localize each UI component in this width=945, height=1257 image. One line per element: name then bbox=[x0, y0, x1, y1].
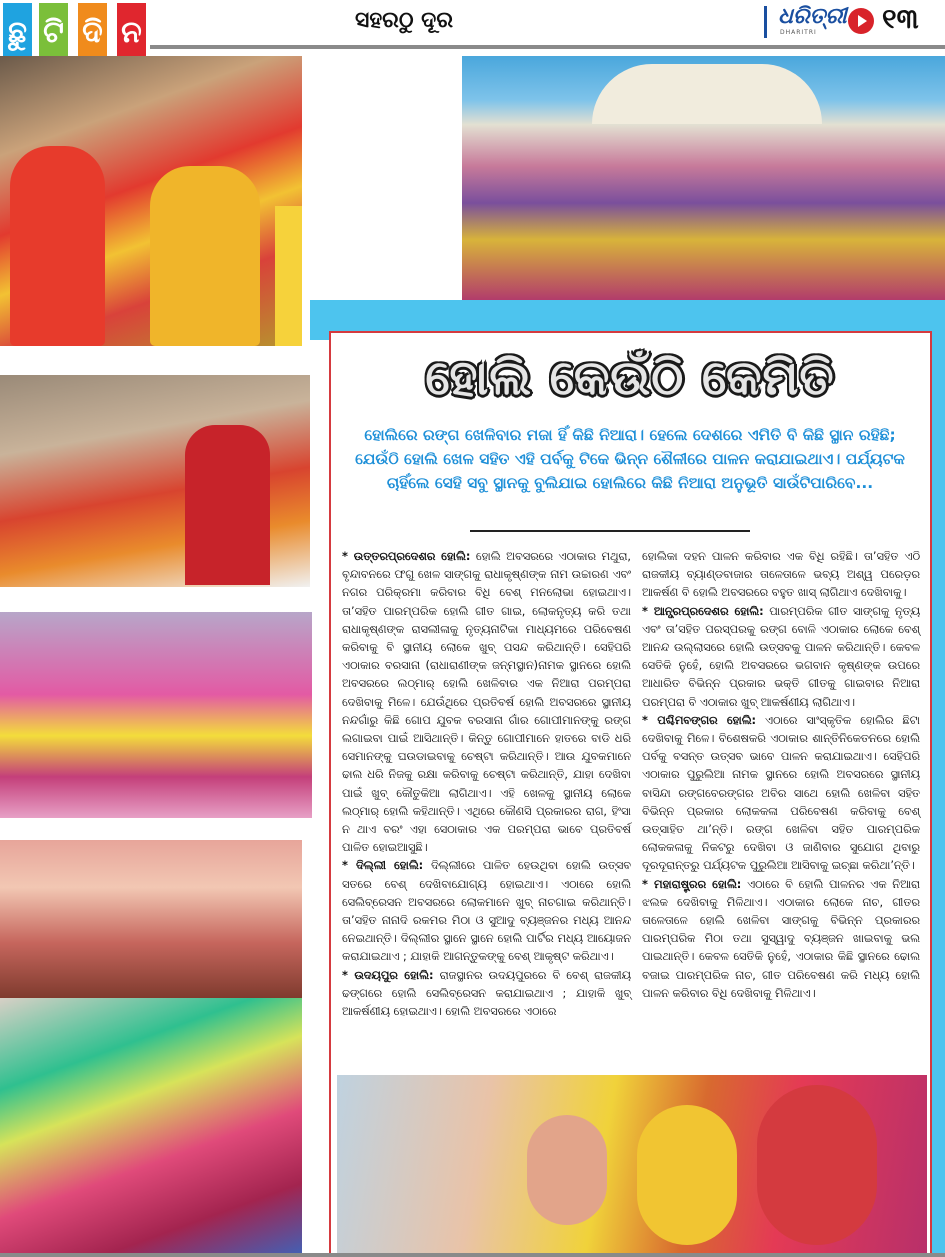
paragraph-text: ହୋଲିକା ଦହନ ପାଳନ କରିବାର ଏକ ବିଧି ରହିଛି। ତା’ସହିତ ଏଠି ରାଜକୀୟ ବ୍ୟାଣ୍ଡବାଜାର ତାଳେତାଳେ ଭବ୍ୟ ଅଶ୍ୱ ପରେଡ଼ର ଆକର୍ଷଣ ବି ହୋଲି ଅବସରରେ ବହୁତ ଖାସ୍ ଲାଗିଥାଏ ଦେଖିବାକୁ। bbox=[642, 550, 920, 600]
header-rule bbox=[150, 45, 945, 49]
photo-color-throw bbox=[0, 612, 312, 818]
paragraph bbox=[642, 603, 920, 712]
paragraph-text: ପାରମ୍ପରିକ ଗୀତ ସାଙ୍ଗକୁ ନୃତ୍ୟ ଏବଂ ତା’ସହିତ ପରସ୍ପରକୁ ରଙ୍ଗ ବୋଳି ଏଠାକାର ଲୋକେ ବେଶ୍ ଆନନ୍ଦ ଉଲ୍ଲାସରେ ହୋଲି ଉତ୍ସବକୁ ପାଳନ କରିଥାନ୍ତି। କେବଳ ସେତିକି ନୁହେଁ, ହୋଲି ଅବସରରେ ଭଗବାନ କୃଷ୍ଣଙ୍କ ଉପରେ ଆଧାରିତ ବିଭିନ୍ନ ପ୍ରକାର ଭକ୍ତି ଗୀତକୁ ଗାଇବାର ନିଆରା ପରମ୍ପରା ବି ଏଠାକାର ଖୁବ୍ ଆକର୍ଷଣୀୟ ଲାଗିଥାଏ। bbox=[642, 604, 921, 709]
masthead-tile-3: ଦି bbox=[78, 3, 107, 63]
brand-logo: ଧରିତ୍ରୀ bbox=[778, 4, 847, 29]
masthead-tile-1: ଛୁ bbox=[3, 3, 32, 63]
brand-divider bbox=[764, 6, 767, 38]
paragraph-heading: * ମହାରାଷ୍ଟ୍ରର ହୋଲି: bbox=[642, 877, 742, 891]
paragraph-heading: * ପଶ୍ଚିମବଙ୍ଗର ହୋଲି: bbox=[642, 713, 757, 727]
masthead-tile-4: ନ bbox=[117, 3, 146, 63]
paragraph-heading: * ଉତ୍ତରପ୍ରଦେଶର ହୋଲି: bbox=[342, 550, 471, 563]
page-number: ୧୩ bbox=[882, 2, 919, 35]
photo-figure bbox=[150, 166, 260, 346]
paragraph-text: ଏଠାରେ ସାଂସ୍କୃତିକ ହୋଲିର ଛିଟା ଦେଖିବାକୁ ମିଳେ। ବିଶେଷକରି ଏଠାକାର ଶାନ୍ତିନିକେତନରେ ହୋଲି ପର୍ବକୁ ବସନ୍ତ ଉତ୍ସବ ଭାବେ ପାଳନ କରାଯାଇଥାଏ। ସେହିପରି ଏଠାକାର ପୁରୁଲିଆ ନାମକ ସ୍ଥାନରେ ହୋଲି ଅବସରରେ ସ୍ଥାନୀୟ ବାସିନ୍ଦା ରଙ୍ଗବେରଙ୍ଗର ଅବିର ସାଥେ ହୋଲି ଖେଳିବା ସହିତ ବିଭିନ୍ନ ପ୍ରକାର ଲୋକକଳା ପରିବେଷଣ କରିବାକୁ ବେଶ୍ ଉତ୍ସାହିତ ଥା’ନ୍ତି। ରଙ୍ଗ ଖେଳିବା ସହିତ ପାରମ୍ପରିକ ଲୋକକଳାକୁ ନିକଟରୁ ଦେଖିବା ଓ ଜାଣିବାର ସୁଯୋଗ ଥିବାରୁ ଦୂରଦୂରାନ୍ତରୁ ପର୍ଯ୍ୟଟକ ପୁରୁଲିଆ ଆସିବାକୁ ଇଚ୍ଛା କରିଥା’ନ୍ତି। bbox=[642, 713, 920, 873]
footer-rule bbox=[0, 1253, 945, 1257]
photo-face bbox=[757, 1085, 877, 1245]
photo-face bbox=[637, 1105, 737, 1245]
photo-lathmar bbox=[0, 375, 310, 587]
brand-box bbox=[760, 2, 945, 44]
photo-crowd-surf bbox=[0, 840, 302, 998]
section-label: ସହରଠୁ ଦୂର bbox=[355, 8, 453, 33]
paragraph bbox=[342, 548, 631, 857]
paragraph-heading: * ଆନ୍ଧ୍ରପ୍ରଦେଶର ହୋଲି: bbox=[642, 604, 764, 618]
play-icon bbox=[848, 8, 874, 34]
photo-figure bbox=[185, 425, 270, 585]
accent-band-right bbox=[930, 300, 945, 1257]
paragraph bbox=[342, 967, 631, 1022]
photo-crowd-temple bbox=[462, 56, 945, 301]
paragraph bbox=[642, 548, 920, 603]
photo-temple bbox=[592, 64, 822, 124]
paragraph bbox=[342, 857, 631, 966]
paragraph-heading: * ଦିଲ୍ଲୀ ହୋଲି: bbox=[342, 859, 424, 873]
paragraph-heading: * ଉଦୟପୁର ହୋଲି: bbox=[342, 968, 434, 982]
paragraph-text: ଏଠାରେ ବି ହୋଲି ପାଳନର ଏକ ନିଆରା ଝଲକ ଦେଖିବାକୁ ମିଳିଥାଏ। ଏଠାକାର ଲୋକେ ନାଚ, ଗୀତର ତାଳେତାଳେ ହୋଲି ଖେଳିବା ସାଙ୍ଗକୁ ବିଭିନ୍ନ ପ୍ରକାରର ପାରମ୍ପରିକ ମିଠା ତଥା ସୁସ୍ୱାଦୁ ବ୍ୟଞ୍ଜନ ଖାଇବାକୁ ଭଲ ପାଇଥାନ୍ତି। କେବଳ ସେତିକି ନୁହେଁ, ଏଠାକାର କିଛି ସ୍ଥାନରେ ଢୋଲ ବଜାଇ ପାରମ୍ପରିକ ନାଚ, ଗୀତ ପରିବେଷଣ କରି ମଧ୍ୟ ହୋଲି ପାଳନ କରିବାର ବିଧି ଦେଖିବାକୁ ମିଳିଥାଏ। bbox=[642, 877, 920, 1000]
article-column-left bbox=[342, 548, 631, 1021]
article-title: ହୋଲି କେଉଁଠି କେମିତି bbox=[425, 350, 835, 406]
photo-figure bbox=[10, 146, 105, 346]
masthead-tile-2: ଟି bbox=[39, 3, 68, 63]
paragraph-text: ରାଜସ୍ଥାନର ଉଦୟପୁରରେ ବି ବେଶ୍ ରାଜକୀୟ ଢଙ୍ଗରେ ହୋଲି ସେଲିବ୍ରେସନ କରାଯାଇଥାଏ ; ଯାହାକି ଖୁବ୍ ଆକର୍ଷଣୀୟ ହୋଇଥାଏ। ହୋଲି ଅବସରରେ ଏଠାରେ bbox=[342, 968, 631, 1019]
photo-figure bbox=[275, 206, 302, 346]
paragraph-text: ହୋଲି ଅବସରରେ ଏଠାକାର ମଥୁରା, ବୃନ୍ଦାବନରେ ଫଗୁ ଖେଳ ସାଙ୍ଗକୁ ରାଧାକୃଷ୍ଣଙ୍କ ନାମ ଉଚ୍ଚାରଣ ଏବଂ ନଗର ପରିକ୍ରମା କରିବାର ବିଧି ବେଶ୍ ମନଲୋଭା ହୋଇଥାଏ। ତା’ସହିତ ପାରମ୍ପରିକ ହୋଲି ଗୀତ ଗାଇ, ଲୋକନୃତ୍ୟ କରି ତଥା ରାଧାକୃଷ୍ଣଙ୍କ ରାସଲୀଳାକୁ ନୃତ୍ୟନାଟିକା ମାଧ୍ୟମରେ ପରିବେଷଣ କରିବାକୁ ବି ସ୍ଥାନୀୟ ଲୋକେ ଖୁବ୍ ପସନ୍ଦ କରିଥାନ୍ତି। ସେହିପରି ଏଠାକାର ବରସାନା (ରାଧାରାଣୀଙ୍କ ଜନ୍ମସ୍ଥାନ)ନାମକ ସ୍ଥାନରେ ହୋଲି ଅବସରରେ ଲଠ୍‌ମାର୍ ହୋଲି ଖେଳିବାର ଏକ ନିଆରା ପରମ୍ପରା ଦେଖିବାକୁ ମିଳେ। ଯେଉଁଥିରେ ପ୍ରତିବର୍ଷ ହୋଲି ଅବସରରେ ସ୍ଥାନୀୟ ନନ୍ଦଗାଁରୁ କିଛି ଗୋପ ଯୁବକ ବରସାନା ଗାଁର ଗୋପୀମାନଙ୍କୁ ରଙ୍ଗ ଲଗାଇବା ପାଇଁ ଆସିଥାନ୍ତି। କିନ୍ତୁ ଗୋପୀମାନେ ହାତରେ ବାଡି ଧରି ସେମାନଙ୍କୁ ଘଉଡାଇବାକୁ ଚେଷ୍ଟା କରିଥାନ୍ତି। ଆଉ ଯୁବକମାନେ ଢାଲ ଧରି ନିଜକୁ ରକ୍ଷା କରିବାକୁ ଚେଷ୍ଟା କରିଥାନ୍ତି, ଯାହା ଦେଖିବା ପାଇଁ ଖୁବ୍ କୌତୁକିଆ ଲାଗିଥାଏ। ଏହି ଖେଳକୁ ସ୍ଥାନୀୟ ଲୋକେ ଲଠ୍‌ମାର୍ ହୋଲି କହିଥାନ୍ତି। ଏଥିରେ କୌଣସି ପ୍ରକାରର ରାଗ, ହିଂସା ନ ଥାଏ ବରଂ ଏହା ସେଠାକାର ଏକ ପରମ୍ପରା ଭାବେ ପ୍ରତିବର୍ଷ ପାଳିତ ହୋଇଆସୁଛି। bbox=[342, 550, 631, 855]
brand-logo-sub: DHARITRI bbox=[780, 29, 817, 36]
article-column-right bbox=[642, 548, 920, 1003]
paragraph bbox=[642, 712, 920, 876]
intro-divider bbox=[470, 530, 750, 532]
photo-green-cloud bbox=[0, 998, 302, 1257]
photo-painted-faces bbox=[337, 1075, 927, 1257]
paragraph-text: ଦିଲ୍ଲୀରେ ପାଳିତ ହେଉଥିବା ହୋଲି ଉତ୍ସବ ସତରେ ବେଶ୍ ଦେଖିବାଯୋଗ୍ୟ ହୋଇଥାଏ। ଏଠାରେ ହୋଲି ସେଲିବ୍ରେସନ ଅବସରରେ ଲୋକମାନେ ଖୁବ୍ ନାଚଗାଇ କରିଥାନ୍ତି। ତା’ସହିତ ନାନାଦି ରକମର ମିଠା ଓ ସୁଆଦୁ ବ୍ୟଞ୍ଜନର ମଧ୍ୟ ଆନନ୍ଦ ନେଇଥାନ୍ତି। ଦିଲ୍ଲୀର ସ୍ଥାନେ ସ୍ଥାନେ ହୋଲି ପାର୍ଟିର ମଧ୍ୟ ଆୟୋଜନ କରାଯାଇଥାଏ ; ଯାହାକି ଆଗନ୍ତୁକଙ୍କୁ ବେଶ୍ ଆକୃଷ୍ଟ କରିଥାଏ। bbox=[342, 859, 631, 964]
photo-dancers bbox=[0, 56, 302, 346]
article-intro: ହୋଲିରେ ରଙ୍ଗ ଖେଳିବାର ମଜା ହିଁ କିଛି ନିଆରା। ହେଲେ ଦେଶରେ ଏମିତି ବି କିଛି ସ୍ଥାନ ରହିଛି; ଯେଉଁଠି ହୋଲି ଖେଳ ସହିତ ଏହି ପର୍ବକୁ ଟିକେ ଭିନ୍ନ ଶୈଳୀରେ ପାଳନ କରାଯାଇଥାଏ। ପର୍ଯ୍ୟଟକ ଚାହିଁଲେ ସେହି ସବୁ ସ୍ଥାନକୁ ବୁଲିଯାଇ ହୋଲିରେ କିଛି ନିଆରା ଅନୁଭୂତି ସାଉଁଟିପାରିବେ... bbox=[355, 426, 905, 492]
photo-face bbox=[527, 1115, 607, 1225]
paragraph bbox=[642, 876, 920, 1003]
